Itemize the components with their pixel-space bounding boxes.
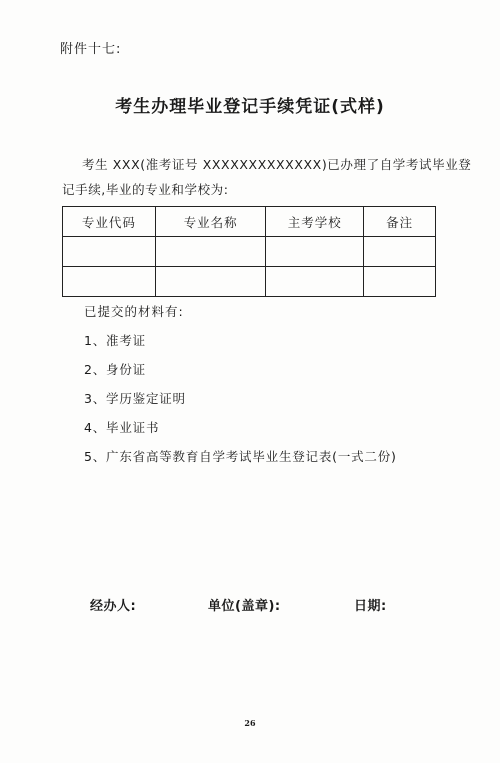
document-title: 考生办理毕业登记手续凭证(式样) xyxy=(115,97,385,117)
intro-line-2: 记手续,毕业的专业和学校为: xyxy=(62,182,229,197)
table-cell xyxy=(155,237,266,267)
materials-title: 已提交的材料有: xyxy=(84,304,184,319)
date-label: 日期: xyxy=(354,599,387,614)
attachment-label: 附件十七: xyxy=(60,42,122,57)
table-row xyxy=(63,267,436,297)
registration-table xyxy=(62,206,436,297)
list-item: 2、身份证 xyxy=(84,362,146,377)
header-remarks: 备注 xyxy=(364,207,436,237)
list-item: 5、广东省高等教育自学考试毕业生登记表(一式二份) xyxy=(84,449,397,464)
table-cell xyxy=(155,267,266,297)
table-cell xyxy=(63,267,156,297)
table-cell xyxy=(266,237,364,267)
list-item: 1、准考证 xyxy=(84,333,146,348)
list-item: 3、学历鉴定证明 xyxy=(84,391,186,406)
table-cell xyxy=(364,237,436,267)
header-major-code: 专业代码 xyxy=(63,207,156,237)
materials-list xyxy=(84,331,397,476)
table-header-row xyxy=(63,207,436,237)
table-cell xyxy=(63,237,156,267)
header-major-name: 专业名称 xyxy=(155,207,266,237)
intro-line-1: 考生 XXX(准考证号 XXXXXXXXXXXXX)已办理了自学考试毕业登 xyxy=(82,157,472,172)
intro-paragraph xyxy=(62,152,472,202)
table-cell xyxy=(266,267,364,297)
table-cell xyxy=(364,267,436,297)
unit-seal-label: 单位(盖章): xyxy=(208,599,281,614)
page-number: 26 xyxy=(244,718,256,728)
list-item: 4、毕业证书 xyxy=(84,420,160,435)
table-row xyxy=(63,237,436,267)
handler-label: 经办人: xyxy=(90,599,137,614)
header-school: 主考学校 xyxy=(266,207,364,237)
